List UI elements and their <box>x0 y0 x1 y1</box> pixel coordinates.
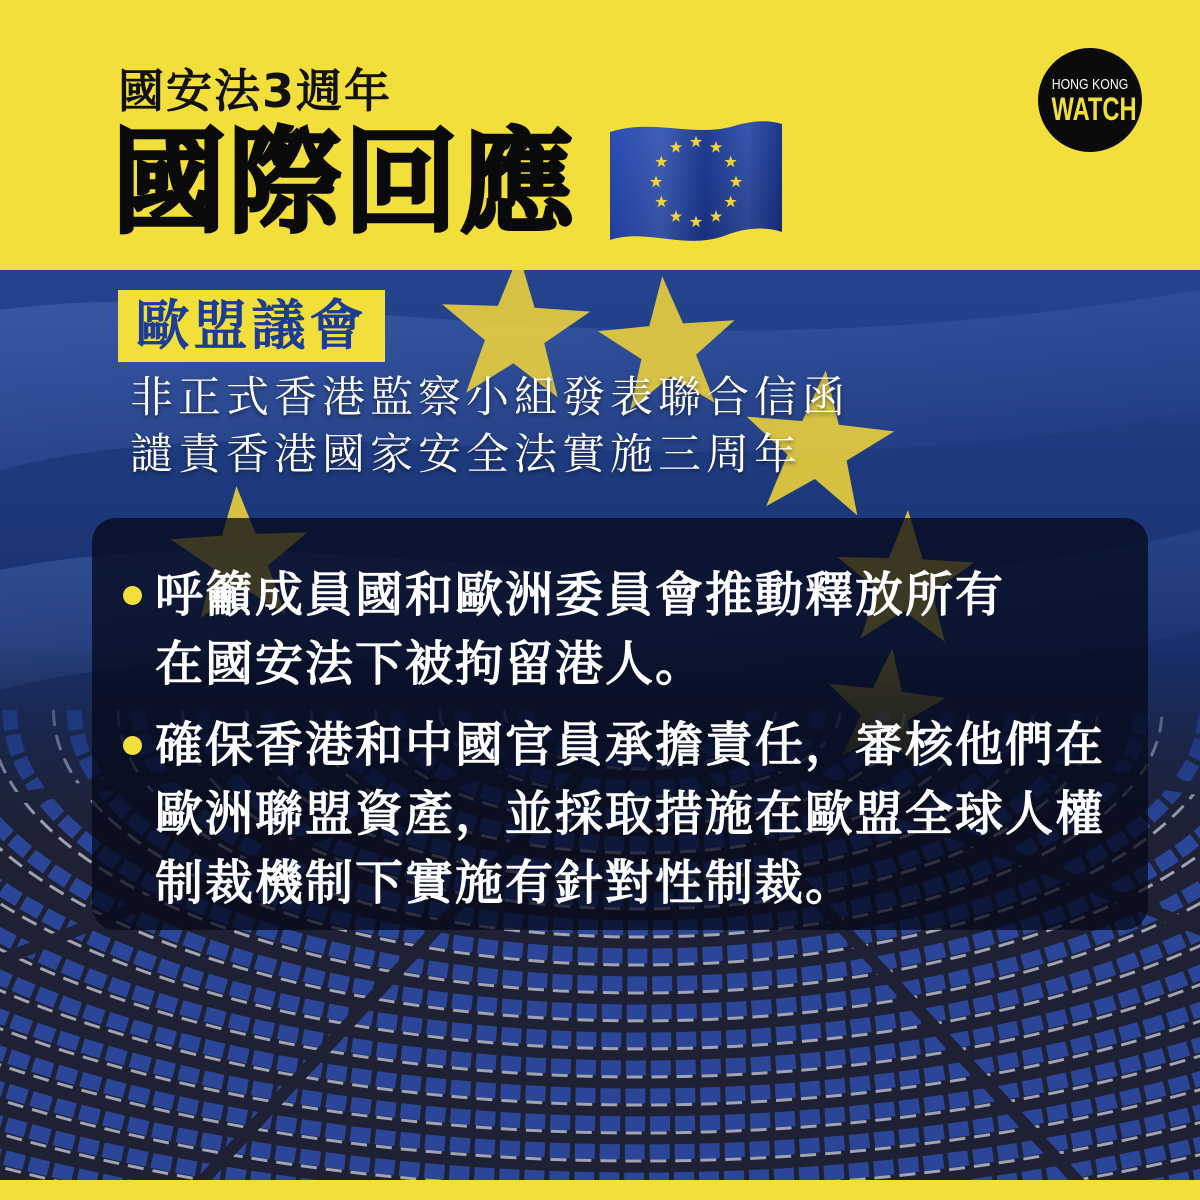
intro-line: 譴責香港國家安全法實施三周年 <box>130 430 802 480</box>
hong-kong-watch-logo <box>1038 48 1142 152</box>
bullet-line: 在國安法下被拘留港人。 <box>155 636 706 692</box>
intro-line: 非正式香港監察小組發表聯合信函 <box>130 373 850 423</box>
bullet-dot-icon <box>123 586 142 605</box>
logo-text-bottom: WATCH <box>1051 91 1137 127</box>
bullet-item <box>155 561 1105 699</box>
bottom-strip <box>0 1180 1200 1200</box>
eu-flag-icon <box>604 116 788 250</box>
section-intro <box>130 370 850 484</box>
header-title: 國際回應 <box>112 115 577 249</box>
bullet-list <box>155 561 1105 930</box>
bullet-item <box>155 711 1105 918</box>
logo-text-top: HONG KONG <box>1051 76 1129 93</box>
bullet-line: 制裁機制下實施有針對性制裁。 <box>155 855 856 911</box>
section-label: 歐盟議會 <box>118 290 385 362</box>
bullet-line: 呼籲成員國和歐洲委員會推動釋放所有 <box>155 567 1006 623</box>
header-subtitle: 國安法3週年 <box>118 64 393 118</box>
bullet-dot-icon <box>123 736 142 755</box>
bullet-line: 確保香港和中國官員承擔責任，審核他們在 <box>155 717 1106 773</box>
bullet-line: 歐洲聯盟資產，並採取措施在歐盟全球人權 <box>155 786 1106 842</box>
